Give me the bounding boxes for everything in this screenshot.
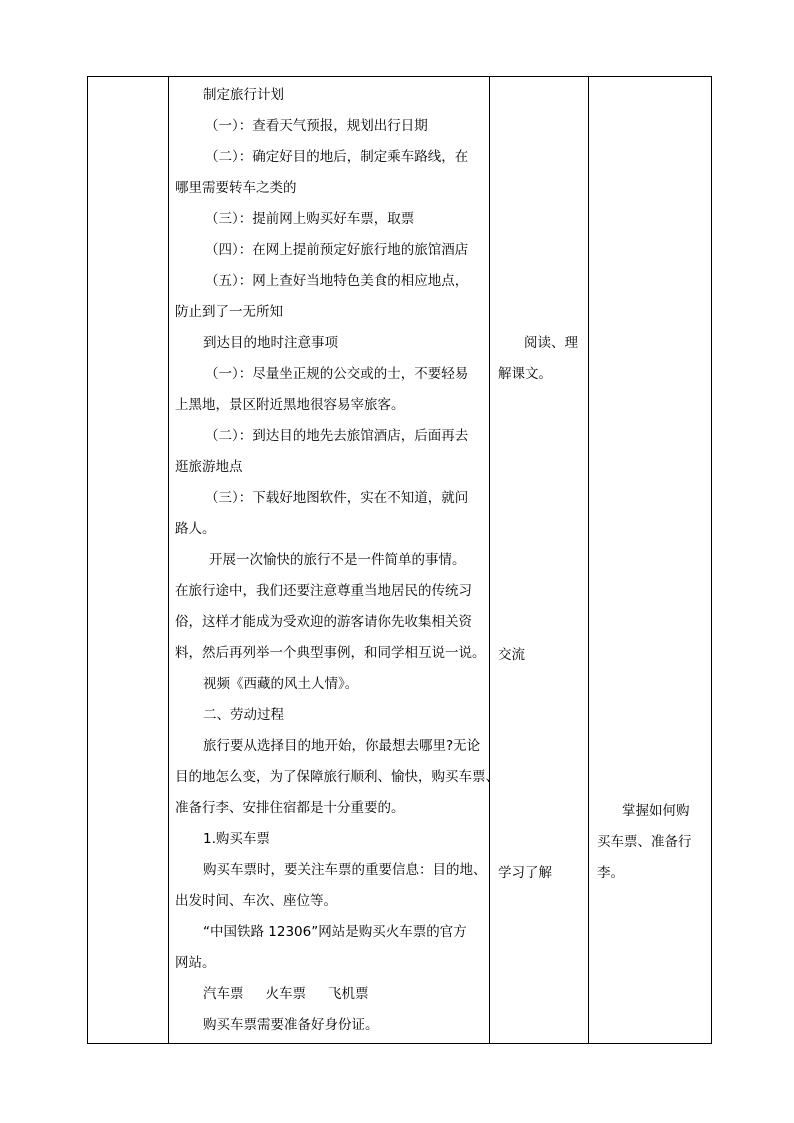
content-line: 上黑地，景区附近黑地很容易宰旅客。 [175,397,405,413]
design-intent-cell [589,77,712,1044]
content-line: （四）：在网上提前预定好旅行地的旅馆酒店 [205,242,469,258]
content-line: 到达目的地时注意事项 [203,335,338,351]
content-line: 逛旅游地点 [175,459,243,475]
content-line: 准备行李、安排住宿都是十分重要的。 [175,800,405,816]
activity-text: 解课文。 [498,366,552,382]
ticket-type: 火车票 [265,986,306,1002]
teaching-content-cell [169,77,499,1044]
intent-text: 掌握如何购 [622,803,690,819]
subsection-heading: 1.购买车票 [203,831,270,847]
ticket-type: 飞机票 [328,986,369,1002]
content-line: 防止到了一无所知 [175,304,283,320]
content-line: 开展一次愉快的旅行不是一件简单的事情。 [209,552,466,568]
content-line: 目的地怎么变，为了保障旅行顺利、愉快，购买车票、 [175,769,499,785]
content-line: （二）：到达目的地先去旅馆酒店，后面再去 [205,428,469,444]
content-line: 制定旅行计划 [203,87,284,103]
intent-text: 李。 [597,865,624,881]
content-line: 旅行要从选择目的地开始，你最想去哪里?无论 [203,738,481,754]
content-line: （三）：提前网上购买好车票，取票 [205,211,415,227]
blank-column-cell [88,77,169,1044]
content-line: （一）：尽量坐正规的公交或的士，不要轻易 [205,366,469,382]
activity-text: 交流 [498,647,525,663]
content-line: 视频《西藏的风土人情》。 [203,676,359,692]
section-heading: 二、劳动过程 [203,707,284,723]
table-row [88,77,712,1044]
content-line: 在旅行途中，我们还要注意尊重当地居民的传统习 [175,583,472,599]
lesson-plan-table [87,76,712,1044]
content-line: （三）：下载好地图软件，实在不知道，就问 [205,490,469,506]
activity-text: 学习了解 [498,865,552,881]
content-line: 哪里需要转车之类的 [175,180,297,196]
content-line: 路人。 [175,521,216,537]
content-line: 俗，这样才能成为受欢迎的游客请你先收集相关资 [175,614,472,630]
ticket-types-line [175,979,483,1010]
student-activity-cell [490,77,589,1044]
content-line: 料，然后再列举一个典型事例，和同学相互说一说。 [175,645,486,661]
activity-text: 阅读、理 [524,335,578,351]
content-line: 网站。 [175,955,216,971]
content-line: （五）：网上查好当地特色美食的相应地点， [205,273,469,289]
content-line: 出发时间、车次、座位等。 [175,893,337,909]
content-line: （二）：确定好目的地后，制定乘车路线，在 [205,149,469,165]
content-line: （一）：查看天气预报，规划出行日期 [205,118,428,134]
content-line: 购买车票时，要关注车票的重要信息：目的地、 [203,862,487,878]
ticket-type: 汽车票 [203,986,244,1002]
content-line: “中国铁路 12306”网站是购买火车票的官方 [203,924,467,940]
content-line: 购买车票需要准备好身份证。 [203,1017,379,1033]
intent-text: 买车票、准备行 [597,834,692,850]
